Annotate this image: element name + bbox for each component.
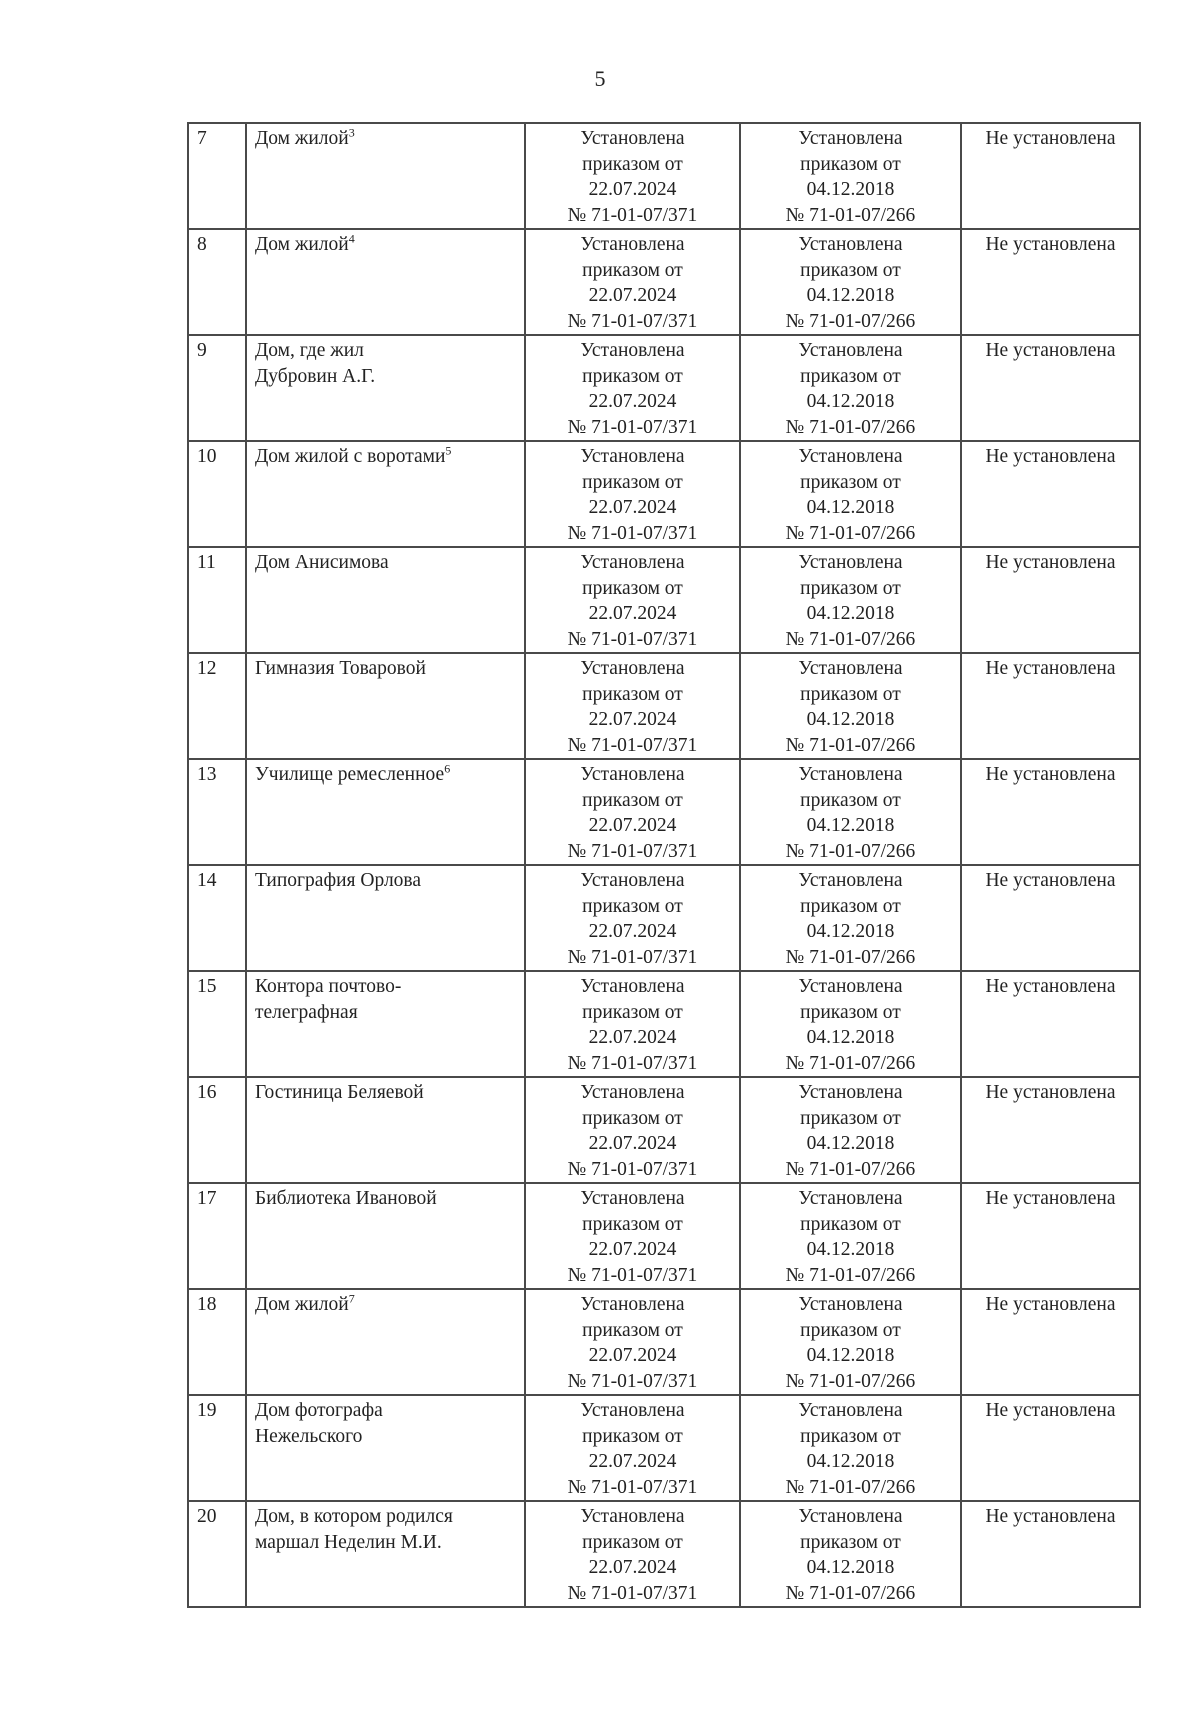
order-text-line: приказом от bbox=[582, 789, 683, 811]
subject-order-cell bbox=[740, 335, 961, 441]
order-text-line: № 71-01-07/371 bbox=[567, 310, 698, 332]
order-text-line: 04.12.2018 bbox=[806, 1133, 895, 1154]
subject-order-cell bbox=[740, 229, 961, 335]
order-text-line: Установлена bbox=[798, 976, 903, 997]
order-text-line: 04.12.2018 bbox=[806, 285, 895, 306]
order-text-line: Установлена bbox=[580, 234, 685, 255]
row-number: 7 bbox=[188, 123, 246, 229]
order-text-line: 22.07.2024 bbox=[588, 1345, 677, 1366]
order-text-line: № 71-01-07/371 bbox=[567, 1476, 698, 1498]
object-name-text: Дубровин А.Г. bbox=[255, 365, 376, 387]
row-number: 20 bbox=[188, 1501, 246, 1607]
order-text-line: Установлена bbox=[798, 870, 903, 891]
order-text-line: приказом от bbox=[800, 1213, 901, 1235]
protection-zone-status: Не установлена bbox=[961, 547, 1140, 653]
object-name-line bbox=[255, 550, 516, 576]
subject-order-cell bbox=[740, 1183, 961, 1289]
subject-order-cell bbox=[740, 1501, 961, 1607]
order-text-line: 22.07.2024 bbox=[588, 709, 677, 730]
order-text-line: Установлена bbox=[580, 1400, 685, 1421]
protection-zone-status: Не установлена bbox=[961, 123, 1140, 229]
subject-order-cell bbox=[740, 123, 961, 229]
object-name-line bbox=[255, 126, 516, 152]
object-name bbox=[246, 1289, 525, 1395]
row-number: 15 bbox=[188, 971, 246, 1077]
order-text-line: Установлена bbox=[580, 1294, 685, 1315]
order-text-line: № 71-01-07/371 bbox=[567, 734, 698, 756]
object-name-line bbox=[255, 364, 516, 390]
order-text-line: 22.07.2024 bbox=[588, 1239, 677, 1260]
subject-order-cell bbox=[740, 653, 961, 759]
order-text-line: № 71-01-07/266 bbox=[785, 1582, 916, 1604]
object-name-line bbox=[255, 1504, 516, 1530]
row-number: 17 bbox=[188, 1183, 246, 1289]
order-text-line: приказом от bbox=[582, 1213, 683, 1235]
object-name-line bbox=[255, 1080, 516, 1106]
row-number: 16 bbox=[188, 1077, 246, 1183]
table-row bbox=[188, 547, 1140, 653]
order-text-line: 22.07.2024 bbox=[588, 1557, 677, 1578]
order-text-line: приказом от bbox=[800, 789, 901, 811]
footnote-marker: 4 bbox=[348, 231, 355, 246]
row-number: 8 bbox=[188, 229, 246, 335]
object-name bbox=[246, 653, 525, 759]
order-text-line: 04.12.2018 bbox=[806, 921, 895, 942]
object-name bbox=[246, 1501, 525, 1607]
order-text-line: Установлена bbox=[798, 234, 903, 255]
object-name-line bbox=[255, 1530, 516, 1556]
order-text-line: Установлена bbox=[798, 1506, 903, 1527]
order-text-line: 22.07.2024 bbox=[588, 1133, 677, 1154]
object-name-text: Дом, где жил bbox=[255, 340, 364, 361]
subject-order-cell bbox=[740, 1289, 961, 1395]
object-name-line bbox=[255, 1186, 516, 1212]
order-text-line: № 71-01-07/266 bbox=[785, 734, 916, 756]
order-text-line: № 71-01-07/266 bbox=[785, 1370, 916, 1392]
protection-zone-status: Не установлена bbox=[961, 653, 1140, 759]
object-name bbox=[246, 1183, 525, 1289]
order-text-line: 04.12.2018 bbox=[806, 1451, 895, 1472]
object-name-text: Контора почтово- bbox=[255, 976, 402, 997]
protection-zone-status: Не установлена bbox=[961, 1501, 1140, 1607]
table-row bbox=[188, 1183, 1140, 1289]
subject-order-cell bbox=[740, 441, 961, 547]
order-text-line: 22.07.2024 bbox=[588, 815, 677, 836]
order-text-line: приказом от bbox=[582, 577, 683, 599]
object-name-line bbox=[255, 1398, 516, 1424]
table-row bbox=[188, 759, 1140, 865]
order-text-line: № 71-01-07/371 bbox=[567, 1052, 698, 1074]
object-name-line bbox=[255, 444, 516, 470]
object-name-line bbox=[255, 1292, 516, 1318]
subject-order-cell bbox=[740, 1395, 961, 1501]
order-text-line: Установлена bbox=[798, 1400, 903, 1421]
row-number: 19 bbox=[188, 1395, 246, 1501]
boundaries-order-cell bbox=[525, 1395, 740, 1501]
order-text-line: № 71-01-07/371 bbox=[567, 416, 698, 438]
object-name-text: Нежельского bbox=[255, 1425, 363, 1447]
order-text-line: приказом от bbox=[800, 365, 901, 387]
protection-zone-status: Не установлена bbox=[961, 865, 1140, 971]
boundaries-order-cell bbox=[525, 1183, 740, 1289]
object-name-text: Дом Анисимова bbox=[255, 552, 389, 573]
boundaries-order-cell bbox=[525, 971, 740, 1077]
boundaries-order-cell bbox=[525, 1289, 740, 1395]
order-text-line: 22.07.2024 bbox=[588, 1451, 677, 1472]
object-name-text: Училище ремесленное bbox=[255, 764, 445, 785]
object-name-text: Дом жилой bbox=[255, 128, 349, 149]
footnote-marker: 5 bbox=[445, 443, 452, 458]
object-name-line bbox=[255, 974, 516, 1000]
object-name bbox=[246, 335, 525, 441]
table-row bbox=[188, 1289, 1140, 1395]
order-text-line: № 71-01-07/371 bbox=[567, 204, 698, 226]
object-name bbox=[246, 547, 525, 653]
order-text-line: 22.07.2024 bbox=[588, 1027, 677, 1048]
protection-zone-status: Не установлена bbox=[961, 971, 1140, 1077]
footnote-marker: 6 bbox=[444, 761, 451, 776]
object-name-text: Библиотека Ивановой bbox=[255, 1188, 437, 1209]
order-text-line: Установлена bbox=[580, 1188, 685, 1209]
order-text-line: № 71-01-07/266 bbox=[785, 1052, 916, 1074]
order-text-line: Установлена bbox=[798, 446, 903, 467]
order-text-line: приказом от bbox=[800, 577, 901, 599]
object-name-line bbox=[255, 868, 516, 894]
boundaries-order-cell bbox=[525, 441, 740, 547]
object-name-text: Дом фотографа bbox=[255, 1400, 383, 1421]
object-name bbox=[246, 865, 525, 971]
row-number: 13 bbox=[188, 759, 246, 865]
order-text-line: № 71-01-07/266 bbox=[785, 946, 916, 968]
protection-zone-status: Не установлена bbox=[961, 1183, 1140, 1289]
row-number: 12 bbox=[188, 653, 246, 759]
order-text-line: № 71-01-07/266 bbox=[785, 628, 916, 650]
object-name-text: Гостиница Беляевой bbox=[255, 1082, 424, 1103]
order-text-line: № 71-01-07/266 bbox=[785, 1264, 916, 1286]
order-text-line: 04.12.2018 bbox=[806, 497, 895, 518]
object-name-text: Дом жилой bbox=[255, 1294, 349, 1315]
order-text-line: № 71-01-07/266 bbox=[785, 840, 916, 862]
object-name-line bbox=[255, 1000, 516, 1026]
protection-zone-status: Не установлена bbox=[961, 229, 1140, 335]
order-text-line: Установлена bbox=[580, 1506, 685, 1527]
row-number: 11 bbox=[188, 547, 246, 653]
row-number: 9 bbox=[188, 335, 246, 441]
boundaries-order-cell bbox=[525, 547, 740, 653]
table-row bbox=[188, 1501, 1140, 1607]
order-text-line: приказом от bbox=[582, 365, 683, 387]
order-text-line: 22.07.2024 bbox=[588, 285, 677, 306]
order-text-line: приказом от bbox=[582, 1531, 683, 1553]
order-text-line: Установлена bbox=[798, 128, 903, 149]
subject-order-cell bbox=[740, 971, 961, 1077]
order-text-line: Установлена bbox=[580, 128, 685, 149]
boundaries-order-cell bbox=[525, 653, 740, 759]
order-text-line: Установлена bbox=[580, 764, 685, 785]
order-text-line: Установлена bbox=[798, 340, 903, 361]
order-text-line: Установлена bbox=[580, 340, 685, 361]
object-name-line bbox=[255, 762, 516, 788]
protection-zone-status: Не установлена bbox=[961, 1289, 1140, 1395]
boundaries-order-cell bbox=[525, 123, 740, 229]
order-text-line: 22.07.2024 bbox=[588, 391, 677, 412]
order-text-line: Установлена bbox=[798, 1082, 903, 1103]
order-text-line: № 71-01-07/371 bbox=[567, 1264, 698, 1286]
footnote-marker: 3 bbox=[348, 125, 355, 140]
order-text-line: приказом от bbox=[800, 153, 901, 175]
object-name bbox=[246, 1395, 525, 1501]
protection-zone-status: Не установлена bbox=[961, 1395, 1140, 1501]
order-text-line: Установлена bbox=[580, 976, 685, 997]
order-text-line: 22.07.2024 bbox=[588, 497, 677, 518]
order-text-line: Установлена bbox=[798, 658, 903, 679]
order-text-line: № 71-01-07/266 bbox=[785, 310, 916, 332]
table-row bbox=[188, 653, 1140, 759]
order-text-line: Установлена bbox=[798, 552, 903, 573]
protection-zone-status: Не установлена bbox=[961, 759, 1140, 865]
protection-zone-status: Не установлена bbox=[961, 335, 1140, 441]
boundaries-order-cell bbox=[525, 335, 740, 441]
order-text-line: № 71-01-07/266 bbox=[785, 522, 916, 544]
order-text-line: 04.12.2018 bbox=[806, 1239, 895, 1260]
table-row bbox=[188, 865, 1140, 971]
subject-order-cell bbox=[740, 865, 961, 971]
page-number: 5 bbox=[594, 66, 606, 91]
object-name-text: Дом жилой с воротами bbox=[255, 446, 446, 467]
order-text-line: № 71-01-07/371 bbox=[567, 946, 698, 968]
table-row bbox=[188, 1077, 1140, 1183]
order-text-line: № 71-01-07/371 bbox=[567, 1370, 698, 1392]
object-name-line bbox=[255, 338, 516, 364]
order-text-line: Установлена bbox=[580, 870, 685, 891]
order-text-line: приказом от bbox=[800, 895, 901, 917]
footnote-marker: 7 bbox=[348, 1291, 355, 1306]
row-number: 18 bbox=[188, 1289, 246, 1395]
boundaries-order-cell bbox=[525, 759, 740, 865]
order-text-line: приказом от bbox=[582, 1107, 683, 1129]
order-text-line: приказом от bbox=[582, 259, 683, 281]
order-text-line: Установлена bbox=[580, 1082, 685, 1103]
order-text-line: 04.12.2018 bbox=[806, 709, 895, 730]
boundaries-order-cell bbox=[525, 865, 740, 971]
order-text-line: приказом от bbox=[582, 895, 683, 917]
subject-order-cell bbox=[740, 547, 961, 653]
object-name-line bbox=[255, 232, 516, 258]
object-name bbox=[246, 123, 525, 229]
order-text-line: № 71-01-07/371 bbox=[567, 840, 698, 862]
subject-order-cell bbox=[740, 1077, 961, 1183]
order-text-line: Установлена bbox=[798, 1294, 903, 1315]
order-text-line: приказом от bbox=[582, 1425, 683, 1447]
order-text-line: 04.12.2018 bbox=[806, 391, 895, 412]
table-row bbox=[188, 335, 1140, 441]
order-text-line: № 71-01-07/371 bbox=[567, 1158, 698, 1180]
order-text-line: № 71-01-07/266 bbox=[785, 1476, 916, 1498]
order-text-line: 04.12.2018 bbox=[806, 815, 895, 836]
order-text-line: 04.12.2018 bbox=[806, 1027, 895, 1048]
table-row bbox=[188, 123, 1140, 229]
table-row bbox=[188, 229, 1140, 335]
table-row bbox=[188, 971, 1140, 1077]
object-name-text: маршал Неделин М.И. bbox=[255, 1531, 442, 1553]
order-text-line: приказом от bbox=[800, 259, 901, 281]
object-name-line bbox=[255, 1424, 516, 1450]
order-text-line: приказом от bbox=[800, 1001, 901, 1023]
order-text-line: № 71-01-07/266 bbox=[785, 1158, 916, 1180]
object-name bbox=[246, 759, 525, 865]
object-name-text: Дом, в котором родился bbox=[255, 1506, 453, 1527]
order-text-line: № 71-01-07/266 bbox=[785, 416, 916, 438]
object-name bbox=[246, 1077, 525, 1183]
object-name bbox=[246, 229, 525, 335]
order-text-line: № 71-01-07/371 bbox=[567, 522, 698, 544]
subject-order-cell bbox=[740, 759, 961, 865]
order-text-line: приказом от bbox=[800, 471, 901, 493]
order-text-line: № 71-01-07/371 bbox=[567, 1582, 698, 1604]
order-text-line: № 71-01-07/371 bbox=[567, 628, 698, 650]
table-body bbox=[188, 123, 1140, 1607]
object-name-text: Типография Орлова bbox=[255, 870, 422, 891]
order-text-line: 04.12.2018 bbox=[806, 1557, 895, 1578]
object-name bbox=[246, 441, 525, 547]
order-text-line: Установлена bbox=[580, 446, 685, 467]
order-text-line: 04.12.2018 bbox=[806, 603, 895, 624]
table-row bbox=[188, 441, 1140, 547]
object-name-text: Дом жилой bbox=[255, 234, 349, 255]
order-text-line: 04.12.2018 bbox=[806, 1345, 895, 1366]
order-text-line: Установлена bbox=[580, 552, 685, 573]
order-text-line: приказом от bbox=[800, 1107, 901, 1129]
object-name-line bbox=[255, 656, 516, 682]
protection-zone-status: Не установлена bbox=[961, 441, 1140, 547]
order-text-line: 22.07.2024 bbox=[588, 179, 677, 200]
order-text-line: Установлена bbox=[798, 764, 903, 785]
order-text-line: приказом от bbox=[800, 1319, 901, 1341]
order-text-line: приказом от bbox=[582, 471, 683, 493]
boundaries-order-cell bbox=[525, 1501, 740, 1607]
order-text-line: № 71-01-07/266 bbox=[785, 204, 916, 226]
object-name-text: Гимназия Товаровой bbox=[255, 658, 426, 679]
row-number: 10 bbox=[188, 441, 246, 547]
order-text-line: 22.07.2024 bbox=[588, 921, 677, 942]
order-text-line: приказом от bbox=[800, 1531, 901, 1553]
row-number: 14 bbox=[188, 865, 246, 971]
object-name-text: телеграфная bbox=[255, 1001, 358, 1023]
order-text-line: 04.12.2018 bbox=[806, 179, 895, 200]
boundaries-order-cell bbox=[525, 1077, 740, 1183]
protection-zone-status: Не установлена bbox=[961, 1077, 1140, 1183]
order-text-line: приказом от bbox=[582, 1319, 683, 1341]
order-text-line: приказом от bbox=[582, 1001, 683, 1023]
table-row bbox=[188, 1395, 1140, 1501]
order-text-line: приказом от bbox=[800, 683, 901, 705]
boundaries-order-cell bbox=[525, 229, 740, 335]
order-text-line: приказом от bbox=[800, 1425, 901, 1447]
object-name bbox=[246, 971, 525, 1077]
order-text-line: приказом от bbox=[582, 153, 683, 175]
order-text-line: Установлена bbox=[798, 1188, 903, 1209]
order-text-line: 22.07.2024 bbox=[588, 603, 677, 624]
order-text-line: приказом от bbox=[582, 683, 683, 705]
heritage-objects-table bbox=[187, 122, 1141, 1608]
order-text-line: Установлена bbox=[580, 658, 685, 679]
